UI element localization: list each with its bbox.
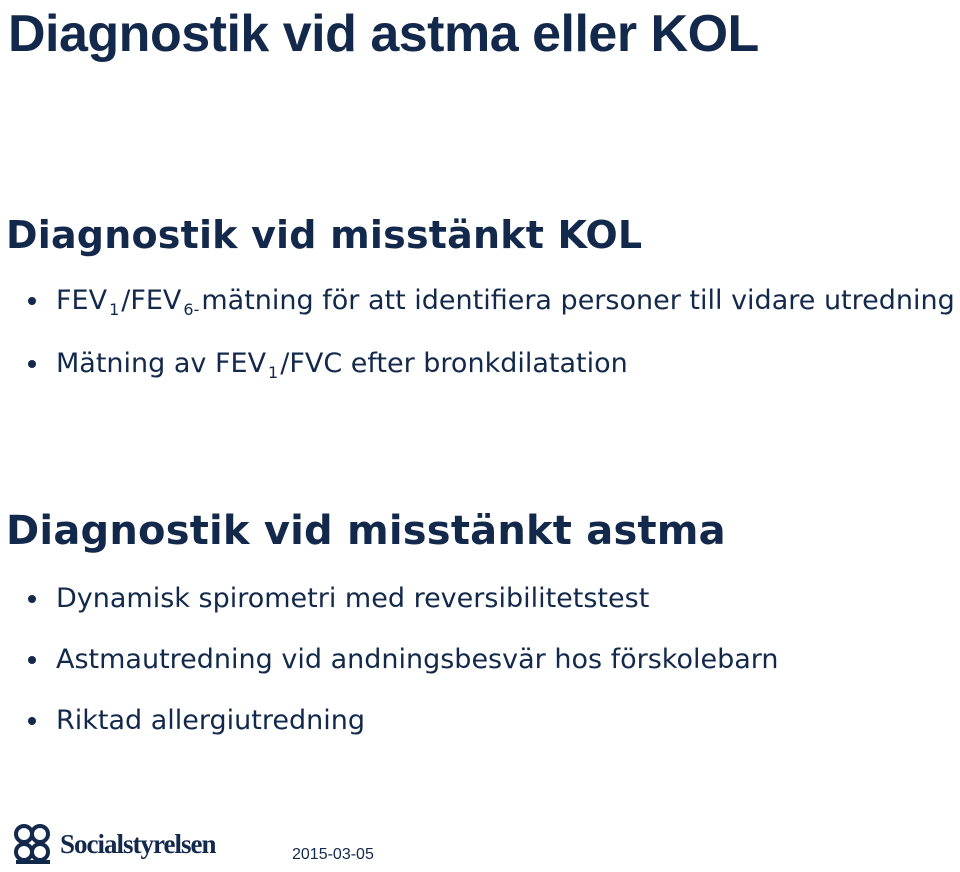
kol-bullet-list: [26, 282, 956, 383]
bullet-dot-icon: [28, 297, 36, 305]
kol-bullet-2-text-a: Mätning av FEV: [56, 348, 267, 379]
socialstyrelsen-logo: [10, 822, 216, 866]
kol-bullet-1-subscript-1: 1: [109, 300, 120, 319]
astma-bullet-forskolebarn: [26, 641, 956, 679]
kol-bullet-fvc-measurement: [26, 345, 956, 383]
socialstyrelsen-emblem-icon: [10, 823, 56, 865]
bullet-dot-icon: [28, 595, 36, 603]
slide-title: Diagnostik vid astma eller KOL: [8, 5, 759, 63]
astma-bullet-1-text: Dynamisk spirometri med reversibilitetstest: [56, 583, 650, 614]
kol-bullet-2-text-b: /FVC efter bronkdilatation: [280, 348, 628, 379]
bullet-dot-icon: [28, 360, 36, 368]
astma-bullet-2-text: Astmautredning vid andningsbesvär hos förskolebarn: [56, 644, 779, 675]
bullet-dot-icon: [28, 656, 36, 664]
logo-wordmark: Socialstyrelsen: [60, 829, 216, 859]
astma-heading: Diagnostik vid misstänkt astma: [6, 508, 726, 554]
kol-bullet-1-subscript-2: 6-: [183, 300, 200, 319]
kol-bullet-1-text-b: /FEV: [121, 285, 182, 316]
kol-bullet-2-subscript-1: 1: [268, 363, 279, 382]
slide-date: 2015-03-05: [292, 846, 374, 863]
astma-bullet-spirometri: [26, 580, 956, 618]
kol-heading: Diagnostik vid misstänkt KOL: [6, 213, 643, 257]
kol-bullet-fev-measurement: [26, 282, 956, 320]
astma-bullet-list: [26, 580, 956, 740]
kol-bullet-1-text-c: mätning för att identifiera personer till vidare utredning: [201, 285, 955, 316]
astma-bullet-allergi: [26, 702, 956, 740]
astma-bullet-3-text: Riktad allergiutredning: [56, 705, 365, 736]
kol-bullet-1-text-a: FEV: [56, 285, 108, 316]
bullet-dot-icon: [28, 717, 36, 725]
